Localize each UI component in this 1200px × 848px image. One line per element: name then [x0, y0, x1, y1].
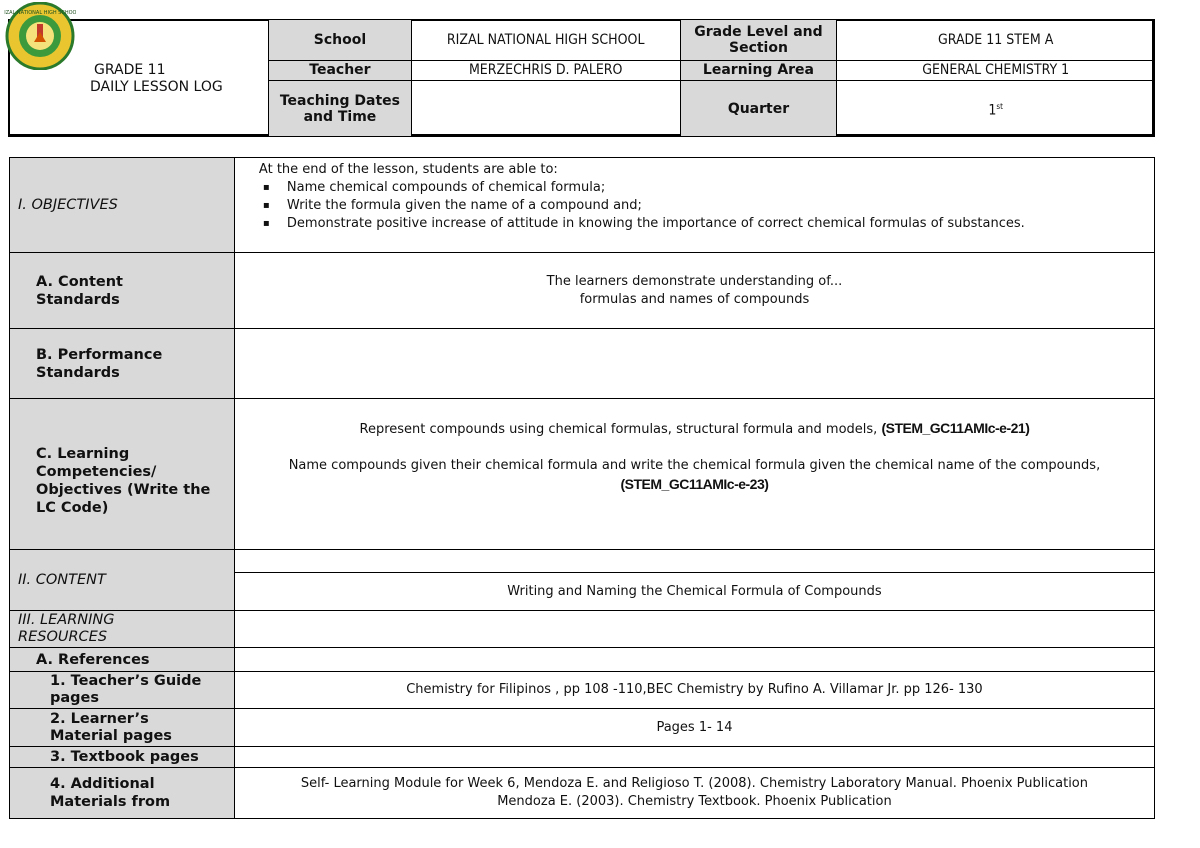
- header-info-table: [268, 19, 1155, 137]
- content-blank: [234, 550, 1154, 573]
- tg-label: 1. Teacher’s Guide pages: [10, 672, 235, 709]
- content-row-top: [10, 550, 1155, 573]
- references-row: [10, 648, 1155, 672]
- learning-area-value: GENERAL CHEMISTRY 1: [837, 60, 1155, 80]
- competency-2: Name compounds given their chemical formula and write the chemical formula given the chemical name of the compounds,: [288, 458, 1101, 473]
- grade-section-value: GRADE 11 STEM A: [837, 20, 1155, 61]
- content-standards-line2: formulas and names of compounds: [579, 291, 810, 307]
- additional-label: 4. Additional Materials from: [10, 768, 235, 819]
- content-standards-value: [234, 253, 1154, 329]
- objectives-cell: [234, 158, 1154, 253]
- teacher-value: MERZECHRIS D. PALERO: [411, 60, 680, 80]
- grade-section-label: Grade Level and Section: [680, 20, 837, 61]
- tb-row: [10, 747, 1155, 768]
- logo-ring-text: RIZAL NATIONAL HIGH SCHOOL: [4, 10, 76, 16]
- resources-blank: [234, 611, 1154, 648]
- quarter-suffix: st: [996, 101, 1003, 111]
- content-standards-line1: The learners demonstrate understanding of...: [546, 273, 843, 289]
- objective-item: ▪ Write the formula given the name of a compound and;: [287, 197, 1154, 215]
- tg-value: Chemistry for Filipinos , pp 108 -110,BEC Chemistry by Rufino A. Villamar Jr. pp 126- 130: [234, 672, 1154, 709]
- school-seal-icon: [4, 2, 76, 70]
- school-label: School: [269, 20, 412, 61]
- teacher-label: Teacher: [269, 60, 412, 80]
- daily-lesson-log-title: DAILY LESSON LOG: [90, 79, 223, 95]
- additional-line1: Self- Learning Module for Week 6, Mendoza E. and Religioso T. (2008). Chemistry Laboratory Manual. Phoenix Publication: [300, 776, 1089, 791]
- tb-label: 3. Textbook pages: [10, 747, 235, 768]
- competency-1: Represent compounds using chemical formulas, structural formula and models, (STEM_GC11AMIc-e-21): [359, 420, 1030, 437]
- lesson-plan-table: [9, 157, 1155, 819]
- objectives-label: I. OBJECTIVES: [10, 158, 235, 253]
- objectives-intro: At the end of the lesson, students are able to:: [258, 162, 558, 177]
- objective-item: ▪ Name chemical compounds of chemical formula;: [287, 179, 1154, 197]
- lesson-log-title: [30, 62, 260, 96]
- performance-standards-label: B. Performance Standards: [10, 329, 235, 399]
- content-value: Writing and Naming the Chemical Formula of Compounds: [234, 573, 1154, 611]
- teaching-dates-label: Teaching Dates and Time: [269, 81, 412, 137]
- performance-standards-row: [10, 329, 1155, 399]
- content-standards-label: A. Content Standards: [10, 253, 235, 329]
- learning-area-label: Learning Area: [680, 60, 837, 80]
- tb-value: [234, 747, 1154, 768]
- content-standards-row: [10, 253, 1155, 329]
- teaching-dates-value: [411, 81, 680, 137]
- resources-row: [10, 611, 1155, 648]
- references-blank: [234, 648, 1154, 672]
- resources-label: III. LEARNING RESOURCES: [10, 611, 235, 648]
- additional-row: [10, 768, 1155, 819]
- quarter-value: 1st: [837, 81, 1155, 137]
- objectives-row: [10, 158, 1155, 253]
- grade-title: GRADE 11: [94, 62, 166, 78]
- content-label: II. CONTENT: [10, 550, 235, 611]
- competencies-label: C. Learning Competencies/ Objectives (Write the LC Code): [10, 399, 235, 550]
- lm-value: Pages 1- 14: [234, 709, 1154, 747]
- tg-row: [10, 672, 1155, 709]
- references-label: A. References: [10, 648, 235, 672]
- school-logo: [4, 2, 76, 70]
- lm-row: [10, 709, 1155, 747]
- objectives-list: [235, 179, 1154, 233]
- additional-value: [234, 768, 1154, 819]
- school-value: RIZAL NATIONAL HIGH SCHOOL: [411, 20, 680, 61]
- objective-item: ▪ Demonstrate positive increase of attitude in knowing the importance of correct chemical formulas of substances.: [287, 215, 1154, 233]
- competencies-value: [234, 399, 1154, 550]
- competencies-row: [10, 399, 1155, 550]
- additional-line2: Mendoza E. (2003). Chemistry Textbook. Phoenix Publication: [497, 794, 892, 809]
- lc-code-1: (STEM_GC11AMIc-e-21): [881, 420, 1030, 436]
- lc-code-2: (STEM_GC11AMIc-e-23): [620, 476, 769, 492]
- lm-label: 2. Learner’s Material pages: [10, 709, 235, 747]
- performance-standards-value: [234, 329, 1154, 399]
- quarter-label: Quarter: [680, 81, 837, 137]
